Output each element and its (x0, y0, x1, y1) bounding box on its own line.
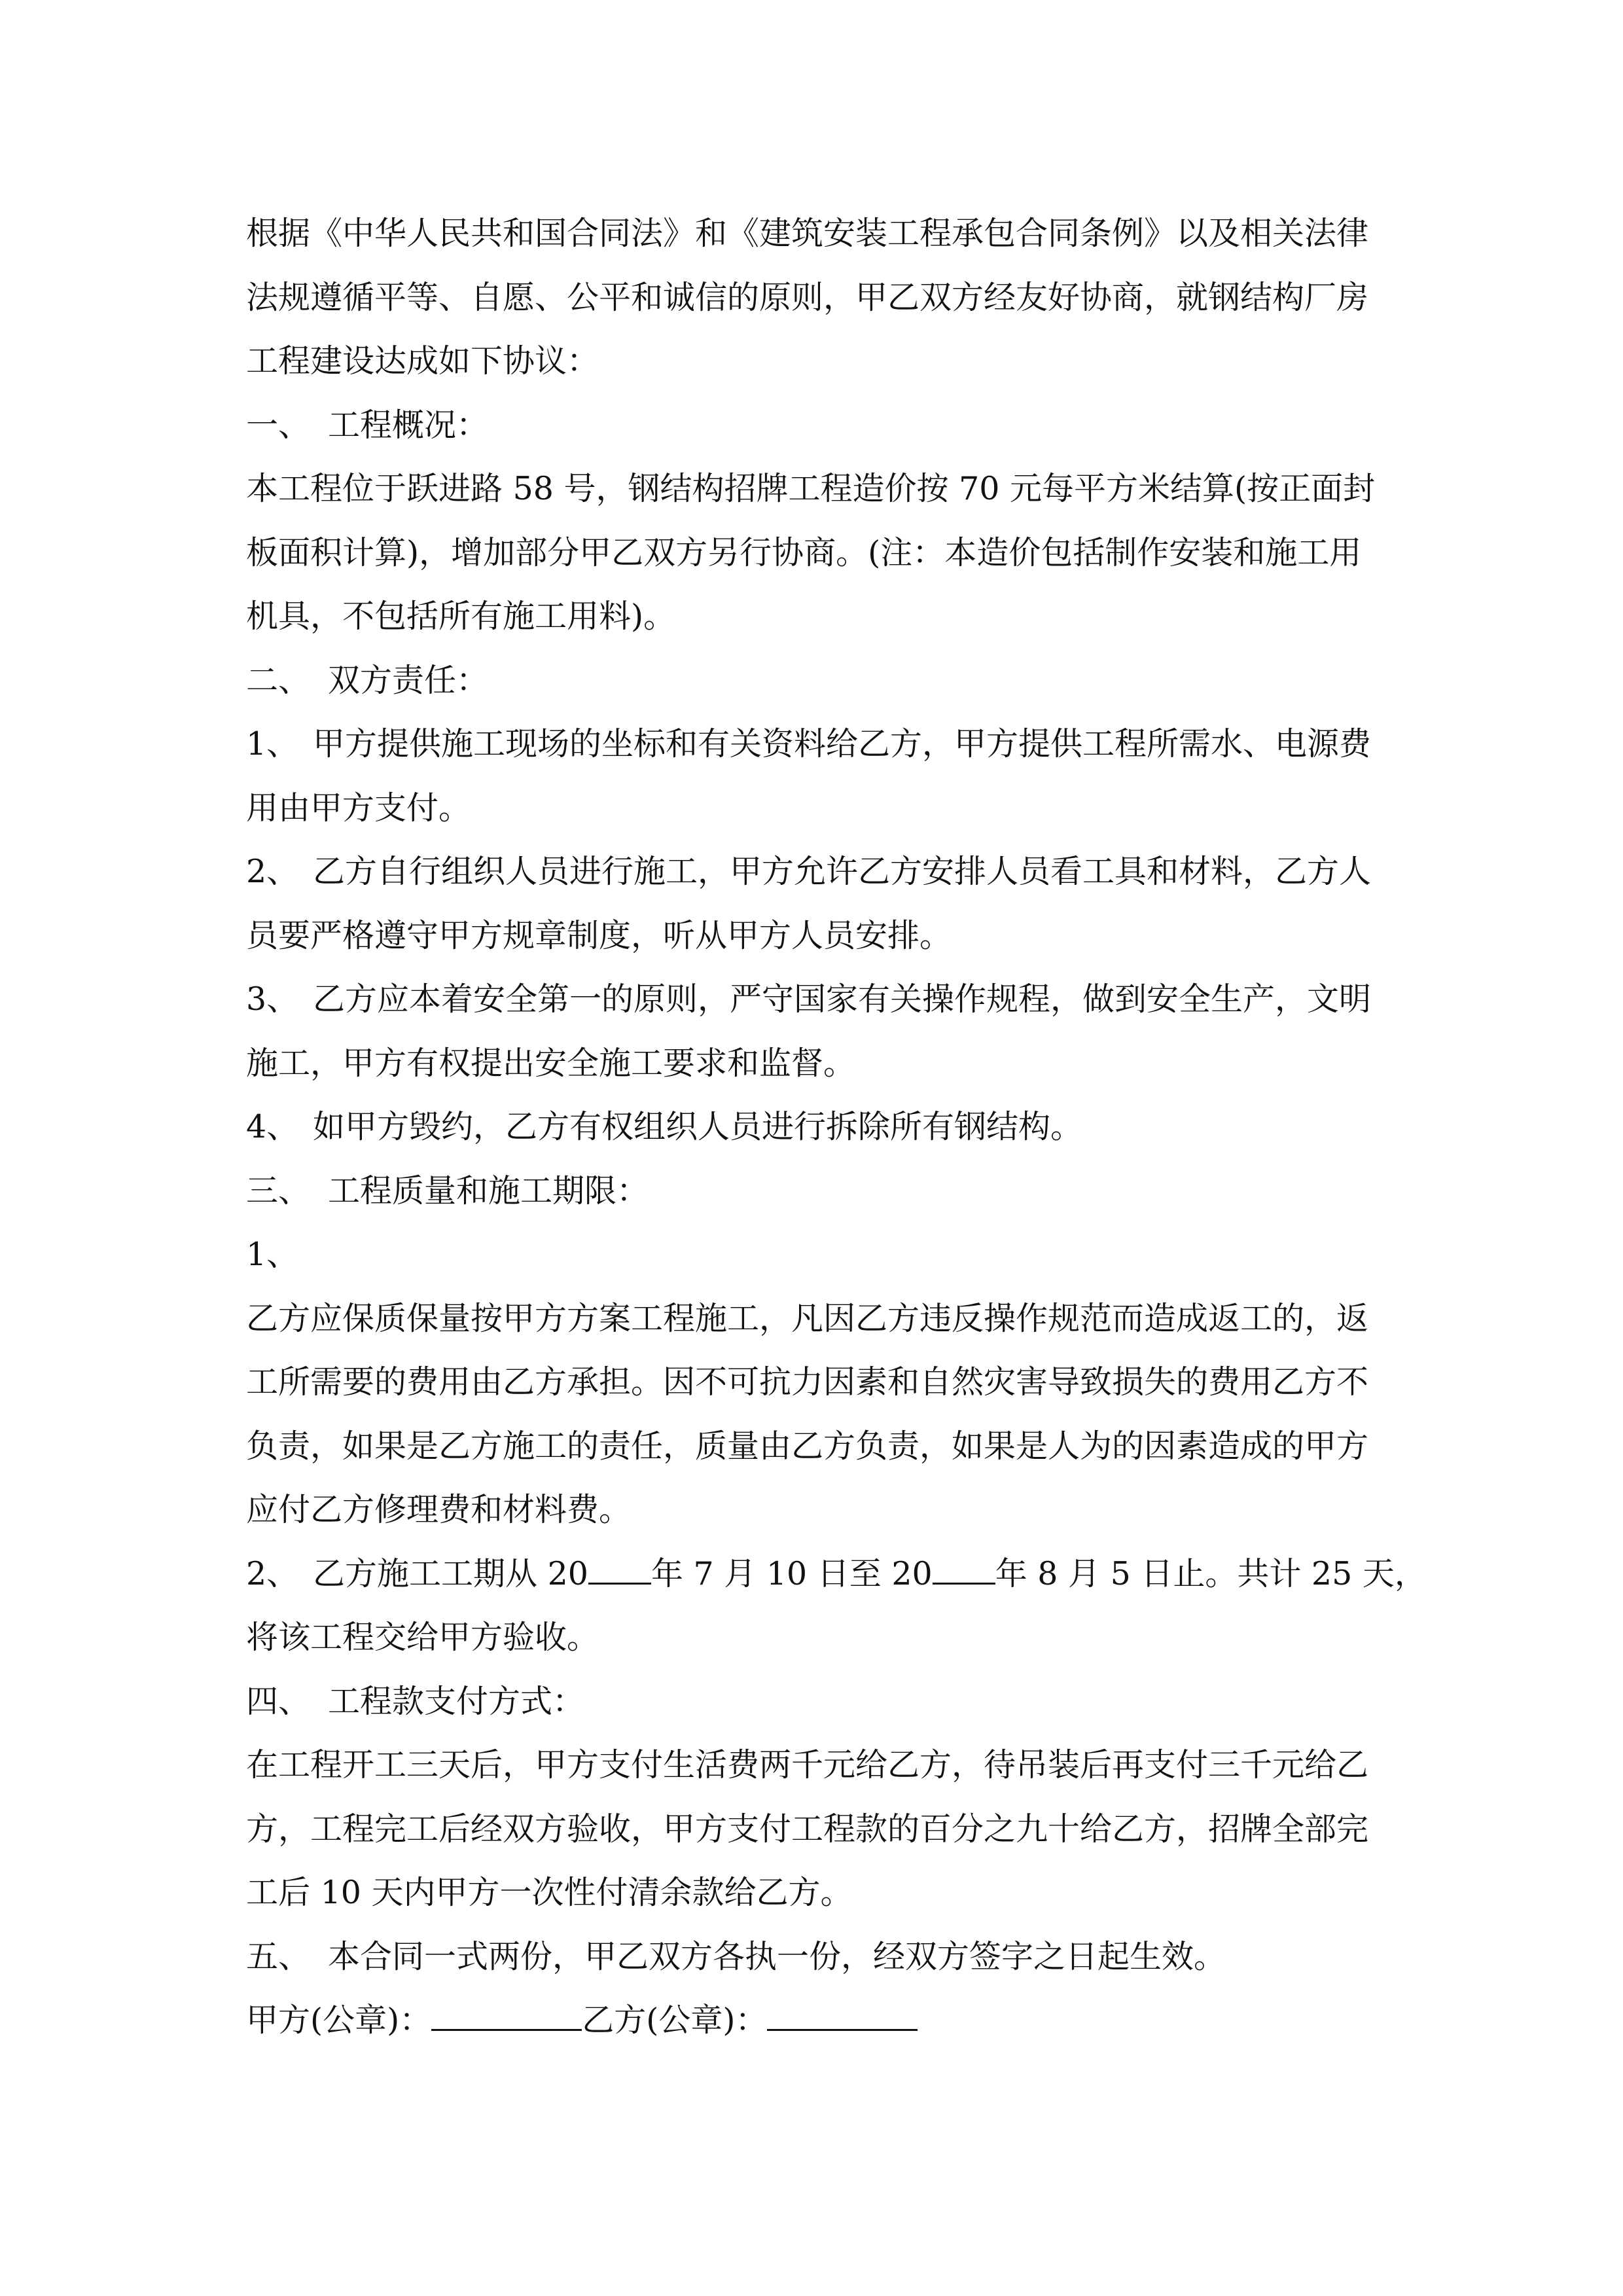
section-2-item-1 (246, 712, 1385, 776)
section-3-item-1-number: 1、 (246, 1236, 299, 1273)
section-4-line-1: 在工程开工三天后，甲方支付生活费两千元给乙方，待吊装后再支付三千元给乙 (246, 1746, 1369, 1784)
section-3-item-2-cont: 将该工程交给甲方验收。 (246, 1619, 599, 1656)
item-number: 2、 (246, 853, 299, 890)
section-2-item-2-cont: 员要严格遵守甲方规章制度，听从甲方人员安排。 (246, 916, 952, 954)
section-3-item-1-line-1: 乙方应保质保量按甲方方案工程施工，凡因乙方违反操作规范而造成返工的，返 (246, 1299, 1369, 1337)
period-text-end: 年 8 月 5 日止。共计 25 天， (995, 1554, 1427, 1592)
party-b-label: 乙方(公章)： (582, 2001, 768, 2039)
section-4-heading (246, 1670, 1385, 1734)
section-4-line-3: 工后 10 天内甲方一次性付清余款给乙方。 (246, 1874, 853, 1911)
section-3-title: 工程质量和施工期限： (328, 1172, 649, 1210)
contract-body (246, 202, 1427, 2053)
section-2-item-3-cont: 施工，甲方有权提出安全施工要求和监督。 (246, 1044, 856, 1082)
item-text: 乙方应本着安全第一的原则，严守国家有关操作规程，做到安全生产，文明 (313, 980, 1372, 1018)
period-text-start: 乙方施工工期从 20 (313, 1554, 588, 1592)
period-text-middle: 年 7 月 10 日至 20 (651, 1554, 933, 1592)
section-4-number: 四、 (246, 1682, 311, 1720)
section-1-line-3: 机具，不包括所有施工用料)。 (246, 598, 676, 635)
section-2-title: 双方责任： (328, 661, 489, 699)
section-1-heading (246, 393, 1385, 457)
party-a-signature-blank (431, 2003, 582, 2031)
section-5-text: 本合同一式两份，甲乙双方各执一份，经双方签字之日起生效。 (328, 1937, 1226, 1975)
party-b-signature-blank (767, 2003, 918, 2031)
section-4-title: 工程款支付方式： (328, 1682, 585, 1720)
year-blank-start (588, 1556, 651, 1585)
section-1-line-1: 本工程位于跃进路 58 号，钢结构招牌工程造价按 70 元每平方米结算(按正面封 (246, 470, 1376, 507)
section-2-item-1-cont: 用由甲方支付。 (246, 789, 471, 827)
signature-line (246, 1988, 1385, 2053)
section-3-item-1-line-3: 负责，如果是乙方施工的责任，质量由乙方负责，如果是人为的因素造成的甲方 (246, 1427, 1369, 1465)
intro-line-2: 法规遵循平等、自愿、公平和诚信的原则，甲乙双方经友好协商，就钢结构厂房 (246, 278, 1369, 316)
section-2-item-4 (246, 1095, 1385, 1159)
item-number: 4、 (246, 1108, 299, 1145)
section-3-heading (246, 1159, 1385, 1223)
section-3-item-1-line-2: 工所需要的费用由乙方承担。因不可抗力因素和自然灾害导致损失的费用乙方不 (246, 1363, 1369, 1401)
section-2-number: 二、 (246, 661, 311, 699)
item-number: 2、 (246, 1554, 299, 1592)
intro-line-1: 根据《中华人民共和国合同法》和《建筑安装工程承包合同条例》以及相关法律 (246, 215, 1369, 252)
item-text: 乙方自行组织人员进行施工，甲方允许乙方安排人员看工具和材料，乙方人 (313, 853, 1372, 890)
section-3-item-1-line-4: 应付乙方修理费和材料费。 (246, 1491, 632, 1528)
section-1-number: 一、 (246, 406, 311, 444)
year-blank-end (933, 1556, 995, 1585)
section-1-line-2: 板面积计算)，增加部分甲乙双方另行协商。(注：本造价包括制作安装和施工用 (246, 533, 1362, 571)
party-a-label: 甲方(公章)： (246, 2001, 432, 2039)
section-3-number: 三、 (246, 1172, 311, 1210)
section-2-heading (246, 649, 1385, 713)
item-text: 如甲方毁约，乙方有权组织人员进行拆除所有钢结构。 (313, 1108, 1083, 1145)
section-2-item-3 (246, 967, 1385, 1031)
item-number: 1、 (246, 725, 299, 762)
item-text: 甲方提供施工现场的坐标和有关资料给乙方，甲方提供工程所需水、电源费 (313, 725, 1372, 762)
section-4-line-2: 方，工程完工后经双方验收，甲方支付工程款的百分之九十给乙方，招牌全部完 (246, 1810, 1369, 1848)
section-5-number: 五、 (246, 1937, 311, 1975)
item-number: 3、 (246, 980, 299, 1018)
section-1-title: 工程概况： (328, 406, 489, 444)
section-5-heading (246, 1925, 1385, 1989)
section-3-item-2 (246, 1542, 1427, 1606)
intro-line-3: 工程建设达成如下协议： (246, 342, 599, 380)
section-2-item-2 (246, 840, 1385, 904)
